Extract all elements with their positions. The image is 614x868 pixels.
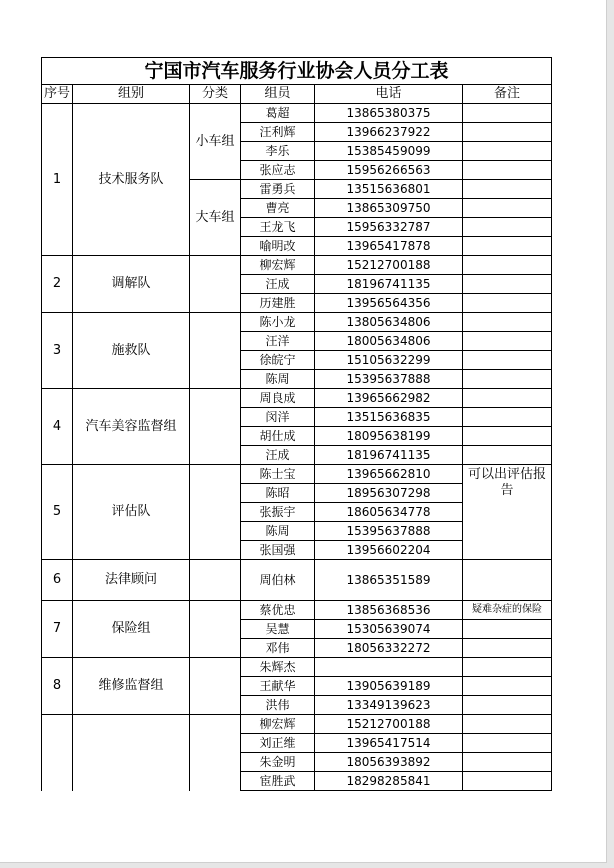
table-row (42, 658, 552, 677)
member-phone: 15956266563 (315, 161, 463, 180)
member-name: 刘正维 (241, 734, 315, 753)
member-note-empty (463, 237, 552, 256)
member-note-empty (463, 180, 552, 199)
member-name: 洪伟 (241, 696, 315, 715)
member-name: 王龙飞 (241, 218, 315, 237)
member-name: 葛超 (241, 104, 315, 123)
member-note-empty (463, 389, 552, 408)
member-phone: 13966237922 (315, 123, 463, 142)
member-name: 李乐 (241, 142, 315, 161)
section-category-empty (190, 658, 241, 715)
subgroup-category: 小车组 (190, 104, 241, 180)
section-seq (42, 715, 73, 791)
member-phone: 15212700188 (315, 256, 463, 275)
member-name: 王献华 (241, 677, 315, 696)
section-category-empty (190, 601, 241, 658)
member-phone: 13965417514 (315, 734, 463, 753)
member-phone (315, 658, 463, 677)
member-name: 张应志 (241, 161, 315, 180)
header-row (42, 85, 552, 104)
member-name: 周伯林 (241, 560, 315, 601)
member-name: 喻明改 (241, 237, 315, 256)
section-group: 评估队 (73, 465, 190, 560)
member-name: 吴慧 (241, 620, 315, 639)
member-phone: 15395637888 (315, 522, 463, 541)
member-note-empty (463, 560, 552, 601)
section-seq: 4 (42, 389, 73, 465)
member-name: 柳宏辉 (241, 256, 315, 275)
member-name: 周良成 (241, 389, 315, 408)
header-seq: 序号 (42, 85, 73, 104)
member-note-empty (463, 370, 552, 389)
member-note-empty (463, 427, 552, 446)
member-phone: 13865309750 (315, 199, 463, 218)
table-row (42, 389, 552, 408)
member-note-empty (463, 142, 552, 161)
member-phone: 13856368536 (315, 601, 463, 620)
section-seq: 3 (42, 313, 73, 389)
member-phone: 13965417878 (315, 237, 463, 256)
member-phone: 13956602204 (315, 541, 463, 560)
member-note-empty (463, 696, 552, 715)
section-group: 施救队 (73, 313, 190, 389)
member-name: 陈周 (241, 522, 315, 541)
section-category-empty (190, 715, 241, 791)
member-phone: 13905639189 (315, 677, 463, 696)
member-phone: 13965662982 (315, 389, 463, 408)
member-name: 徐皖宁 (241, 351, 315, 370)
table-row (42, 560, 552, 601)
member-note-empty (463, 161, 552, 180)
member-name: 陈小龙 (241, 313, 315, 332)
viewer-gutter-bottom (0, 863, 614, 868)
title-row (42, 58, 552, 85)
section-category-empty (190, 389, 241, 465)
section-group: 保险组 (73, 601, 190, 658)
member-phone: 18196741135 (315, 446, 463, 465)
member-note-empty (463, 408, 552, 427)
member-name: 胡仕成 (241, 427, 315, 446)
section-group: 汽车美容监督组 (73, 389, 190, 465)
member-phone: 13805634806 (315, 313, 463, 332)
section-group (73, 715, 190, 791)
member-phone: 13349139623 (315, 696, 463, 715)
table-row (42, 313, 552, 332)
member-phone: 18298285841 (315, 772, 463, 791)
table-row (42, 104, 552, 123)
member-phone: 15212700188 (315, 715, 463, 734)
member-phone: 13865380375 (315, 104, 463, 123)
member-note-empty (463, 256, 552, 275)
member-phone: 18095638199 (315, 427, 463, 446)
member-phone: 18056332272 (315, 639, 463, 658)
member-note-empty (463, 351, 552, 370)
member-phone: 13956564356 (315, 294, 463, 313)
header-group: 组别 (73, 85, 190, 104)
table-title: 宁国市汽车服务行业协会人员分工表 (42, 58, 552, 85)
member-note-empty (463, 218, 552, 237)
member-phone: 15385459099 (315, 142, 463, 161)
member-note-empty (463, 677, 552, 696)
member-note-empty (463, 658, 552, 677)
member-note-empty (463, 294, 552, 313)
section-category-empty (190, 560, 241, 601)
member-phone: 15395637888 (315, 370, 463, 389)
section-seq: 6 (42, 560, 73, 601)
member-note-empty (463, 446, 552, 465)
section-category-empty (190, 313, 241, 389)
staff-assignment-table (41, 57, 552, 791)
table-row (42, 256, 552, 275)
member-name: 历建胜 (241, 294, 315, 313)
member-note-empty (463, 332, 552, 351)
section-category-empty (190, 465, 241, 560)
member-note-empty (463, 620, 552, 639)
member-note-empty (463, 639, 552, 658)
header-note: 备注 (463, 85, 552, 104)
section-note: 可以出评估报告 (463, 465, 552, 560)
member-note-empty (463, 104, 552, 123)
section-seq: 2 (42, 256, 73, 313)
member-phone: 18956307298 (315, 484, 463, 503)
member-note-empty (463, 123, 552, 142)
member-note-empty (463, 772, 552, 791)
member-name: 汪成 (241, 275, 315, 294)
section-category-empty (190, 256, 241, 313)
member-note-empty (463, 734, 552, 753)
member-name: 汪洋 (241, 332, 315, 351)
table-row (42, 601, 552, 620)
table-row (42, 465, 552, 484)
member-name: 张振宇 (241, 503, 315, 522)
section-seq: 7 (42, 601, 73, 658)
header-phone: 电话 (315, 85, 463, 104)
subgroup-category: 大车组 (190, 180, 241, 256)
member-phone: 13865351589 (315, 560, 463, 601)
member-name: 朱辉杰 (241, 658, 315, 677)
member-name: 陈昭 (241, 484, 315, 503)
member-note-empty (463, 275, 552, 294)
member-name: 雷勇兵 (241, 180, 315, 199)
section-group: 维修监督组 (73, 658, 190, 715)
member-phone: 13515636835 (315, 408, 463, 427)
section-seq: 5 (42, 465, 73, 560)
member-phone: 13965662810 (315, 465, 463, 484)
member-phone: 15305639074 (315, 620, 463, 639)
member-note-empty (463, 199, 552, 218)
member-phone: 15105632299 (315, 351, 463, 370)
header-member: 组员 (241, 85, 315, 104)
table-row (42, 715, 552, 734)
section-group: 技术服务队 (73, 104, 190, 256)
section-group: 调解队 (73, 256, 190, 313)
member-name: 柳宏辉 (241, 715, 315, 734)
member-name: 汪利辉 (241, 123, 315, 142)
member-name: 闵洋 (241, 408, 315, 427)
viewer-gutter-right (607, 0, 614, 868)
member-note: 疑难杂症的保险 (463, 601, 552, 620)
member-name: 张国强 (241, 541, 315, 560)
member-name: 汪成 (241, 446, 315, 465)
member-name: 朱金明 (241, 753, 315, 772)
member-name: 陈士宝 (241, 465, 315, 484)
member-note-empty (463, 715, 552, 734)
member-phone: 13515636801 (315, 180, 463, 199)
section-seq: 8 (42, 658, 73, 715)
member-phone: 18005634806 (315, 332, 463, 351)
member-name: 邓伟 (241, 639, 315, 658)
member-name: 蔡优忠 (241, 601, 315, 620)
member-phone: 18196741135 (315, 275, 463, 294)
member-note-empty (463, 753, 552, 772)
member-name: 曹亮 (241, 199, 315, 218)
member-phone: 18056393892 (315, 753, 463, 772)
member-name: 陈周 (241, 370, 315, 389)
section-seq: 1 (42, 104, 73, 256)
member-name: 宦胜武 (241, 772, 315, 791)
member-phone: 18605634778 (315, 503, 463, 522)
member-phone: 15956332787 (315, 218, 463, 237)
header-category: 分类 (190, 85, 241, 104)
section-group: 法律顾问 (73, 560, 190, 601)
member-note-empty (463, 313, 552, 332)
